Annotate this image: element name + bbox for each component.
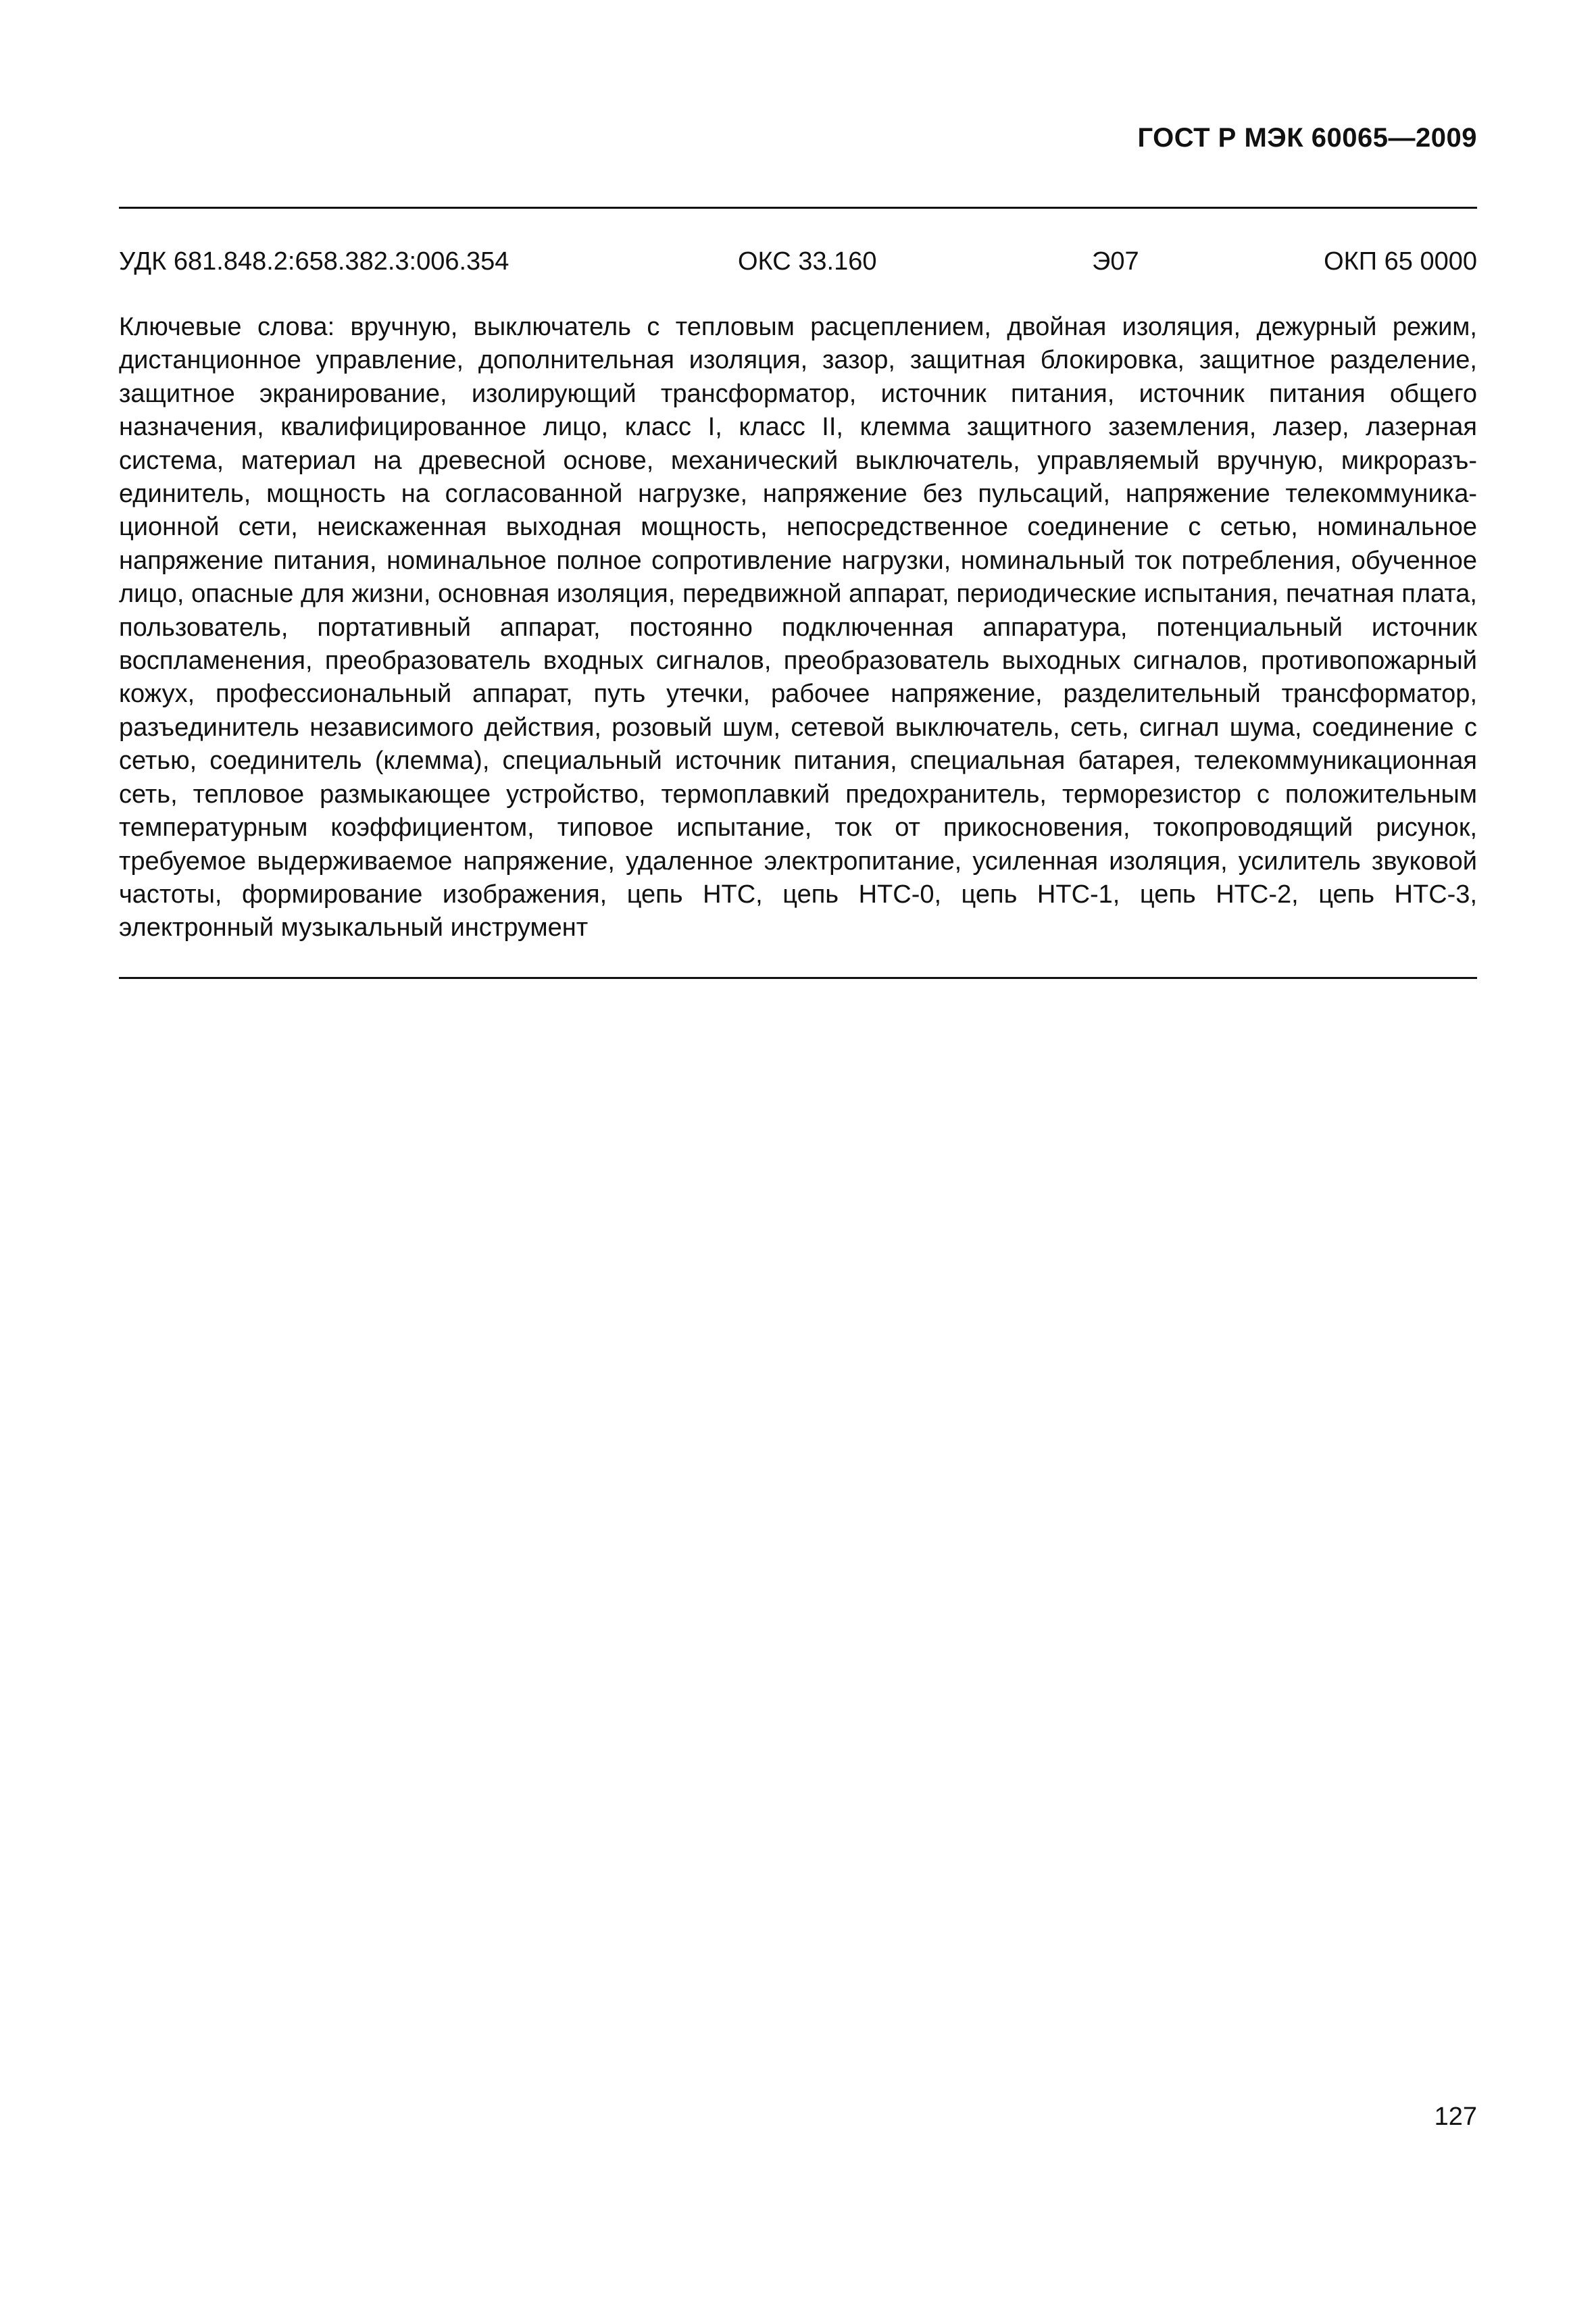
okp-code: ОКП 65 0000 [1324, 247, 1477, 276]
e-code: Э07 [1092, 247, 1139, 276]
standard-title: ГОСТ Р МЭК 60065—2009 [1137, 123, 1477, 153]
udk-code: УДК 681.848.2:658.382.3:006.354 [119, 247, 509, 276]
page-number: 127 [1434, 2103, 1477, 2131]
top-divider [119, 207, 1477, 209]
classification-codes-row [119, 247, 1477, 282]
keywords-paragraph: Ключевые слова: вручную, выключатель с тепловым расцеплением, двойная изоляция, дежурный режим, дистанционное управление, дополнительная изоляция, зазор, защитная блокировка, защитное разделение, защитное экранирование, изолирующий трансформатор, источник питания, источник питания общего назначения, квалифицированное лицо, класс I, класс II, клемма защитного заземления, лазер, лазерная система, материал на древесной основе, механический выключатель, управляемый вручную, микроразъединитель, мощность на согласованной нагрузке, напряжение без пульсаций, напряжение телекоммуникационной сети, неискаженная выходная мощность, непосредственное соединение с сетью, номинальное напряжение питания, номинальное полное сопротивление нагрузки, номинальный ток потребления, обученное лицо, опасные для жизни, основная изоляция, передвижной аппарат, периодические испытания, печатная плата, пользователь, портативный аппарат, постоянно подключенная аппаратура, потенциальный источник воспламенения, преобразователь входных сигналов, преобразователь выходных сигналов, противопожарный кожух, профессиональный аппарат, путь утечки, рабочее напряжение, разделительный трансформатор, разъединитель независимого действия, розовый шум, сетевой выключатель, сеть, сигнал шума, соединение с сетью, соединитель (клемма), специальный источник питания, специальная батарея, телекоммуникационная сеть, тепловое размыкающее устройство, термоплавкий предохранитель, терморезистор с положительным температурным коэффициентом, типовое испытание, ток от прикосновения, токопроводящий рисунок, требуемое выдерживаемое напряжение, удаленное электропитание, усиленная изоляция, усилитель звуковой частоты, формирование изображения, цепь НТС, цепь НТС-0, цепь НТС-1, цепь НТС-2, цепь НТС-3, электронный музыкальный инструмент [119, 313, 1477, 942]
oks-code: ОКС 33.160 [738, 247, 877, 276]
bottom-divider [119, 977, 1477, 979]
